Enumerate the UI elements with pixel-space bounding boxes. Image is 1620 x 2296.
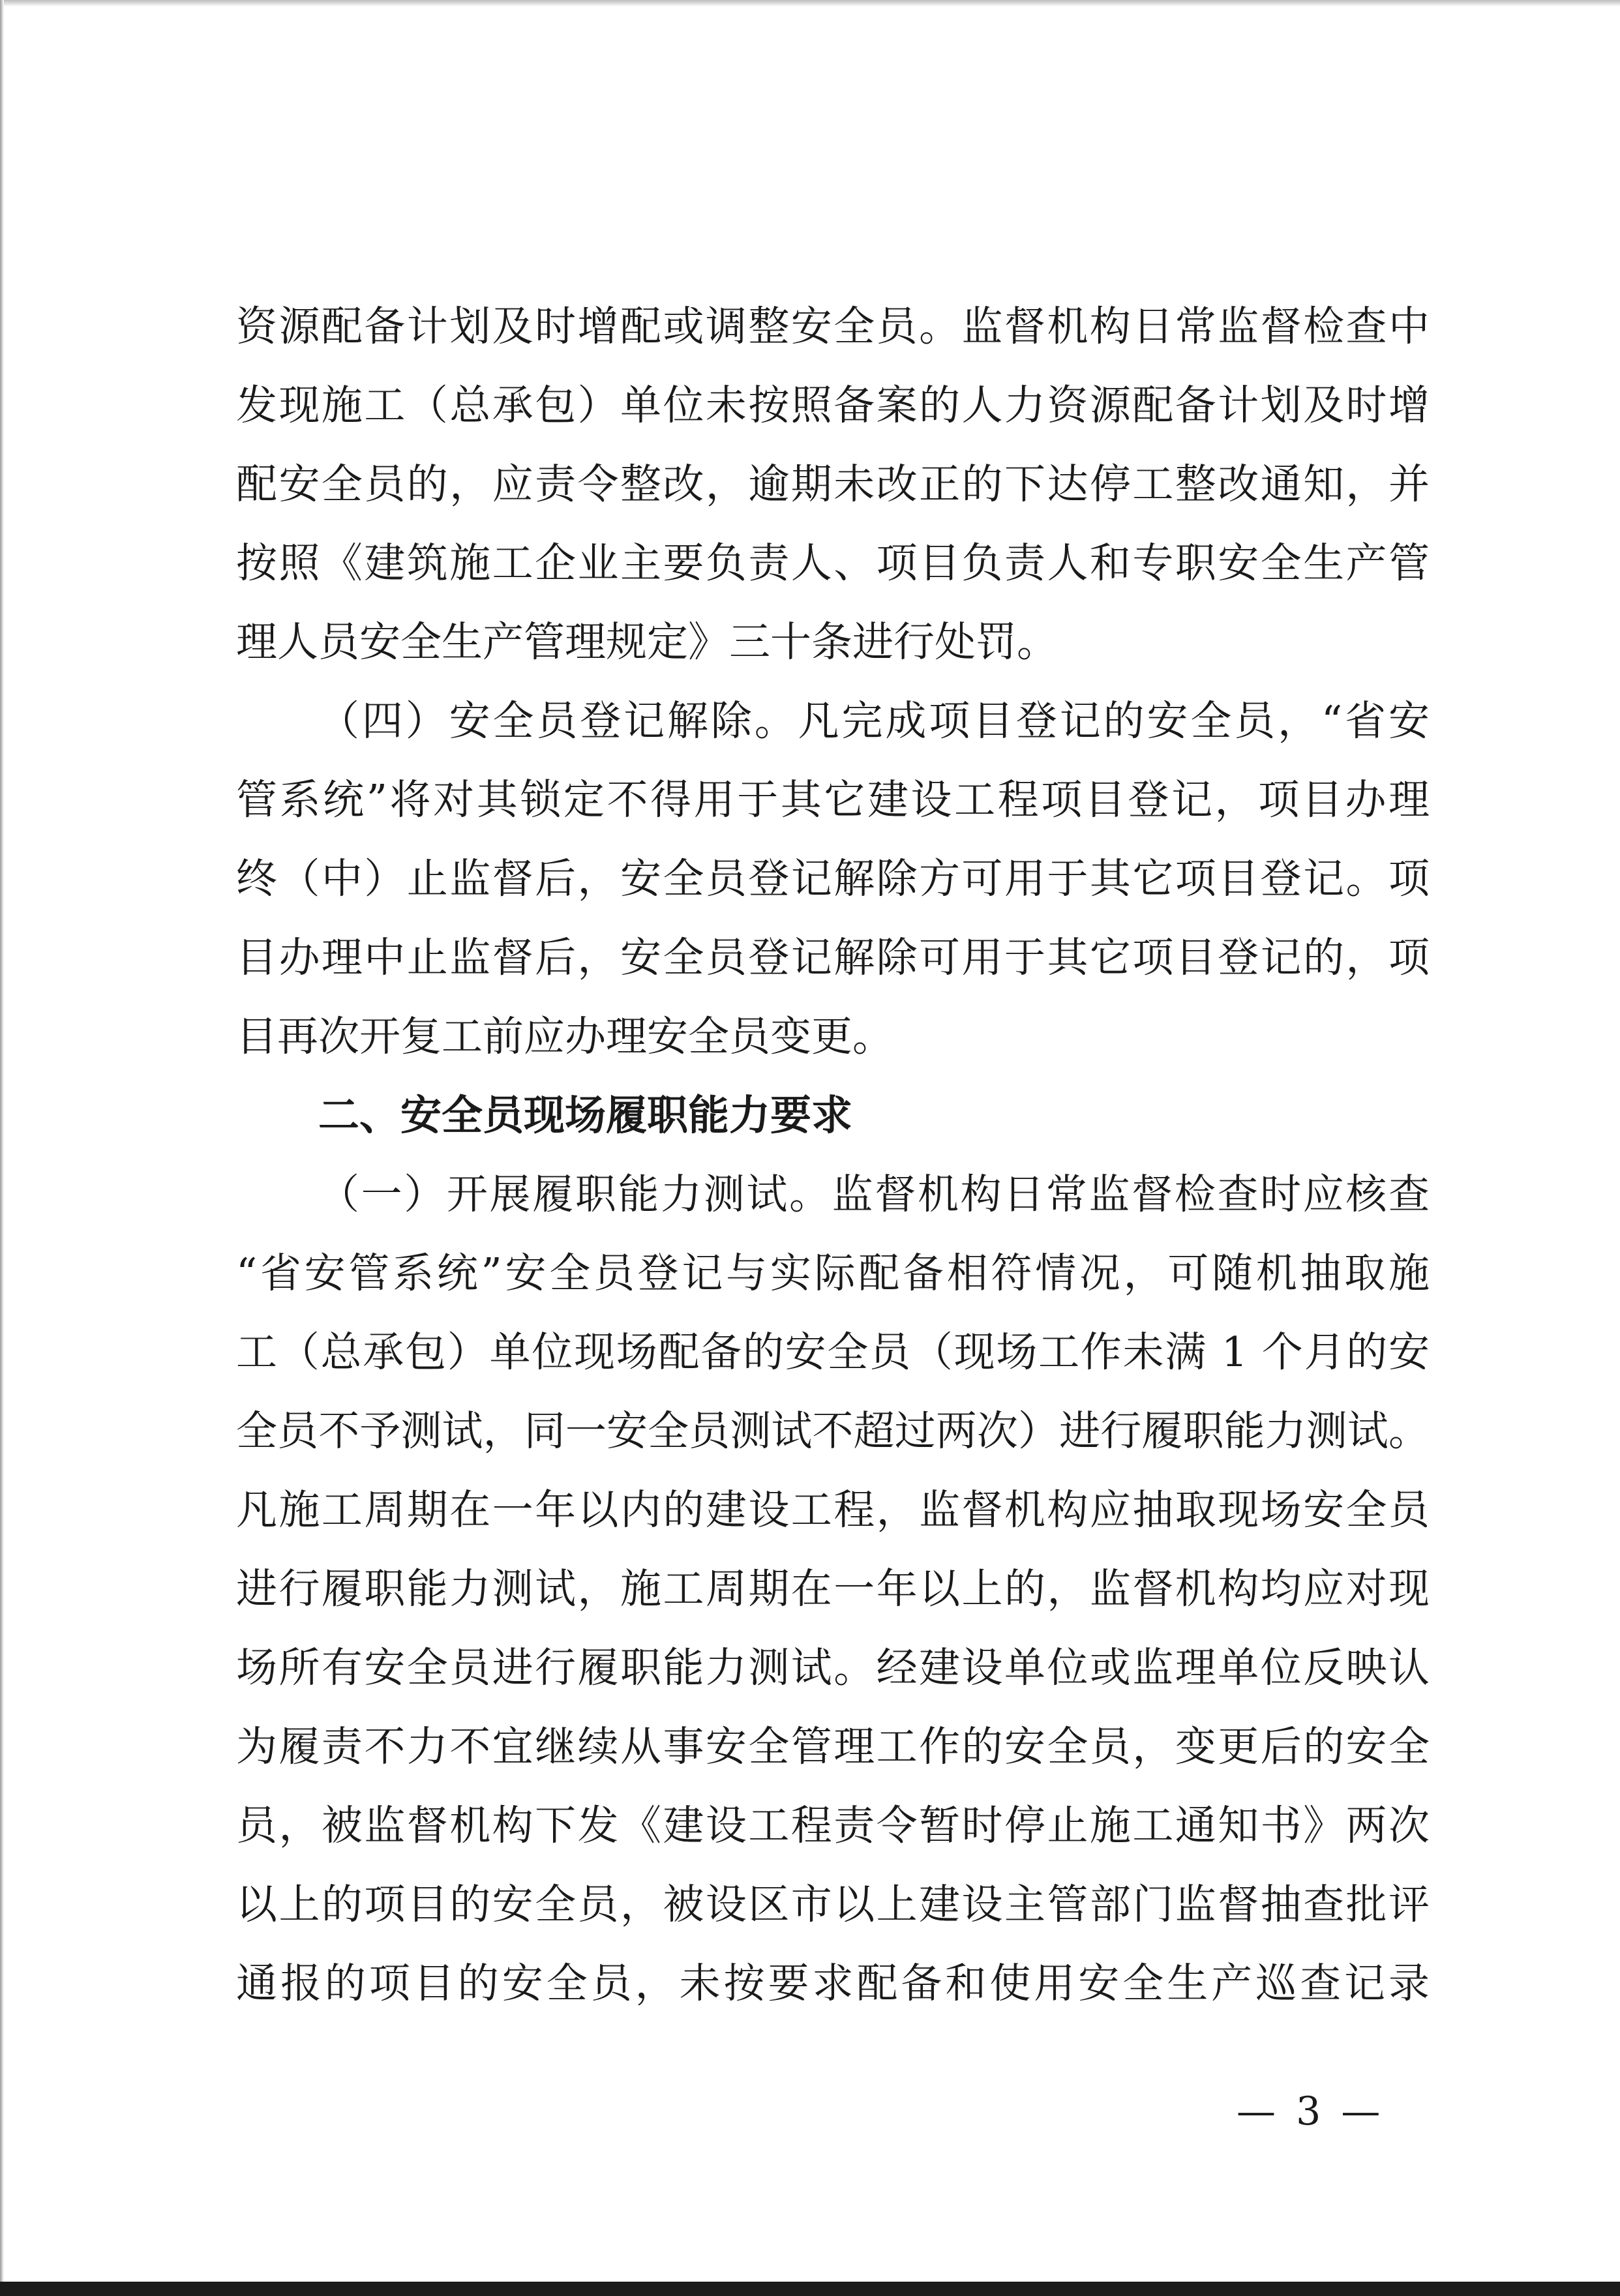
text-line: （四）安全员登记解除。凡完成项目登记的安全员，“省安 [318,697,1430,745]
paragraph-competency-test [236,1155,1430,2023]
paragraph-registration-release [236,681,1430,1076]
text-line: 为履责不力不宜继续从事安全管理工作的安全员，变更后的安全 [236,1723,1430,1770]
text-line: 进行履职能力测试，施工周期在一年以上的，监督机构均应对现 [236,1565,1430,1613]
text-line: “省安管系统”安全员登记与实际配备相符情况，可随机抽取施 [236,1249,1430,1297]
paragraph-resource-plan [236,287,1430,681]
text-line: 理人员安全生产管理规定》三十条进行处罚。 [236,618,1058,666]
text-line: 全员不予测试，同一安全员测试不超过两次）进行履职能力测试。 [236,1407,1430,1455]
text-line: 目办理中止监督后，安全员登记解除可用于其它项目登记的，项 [236,934,1430,981]
text-line: 资源配备计划及时增配或调整安全员。监督机构日常监督检查中 [236,303,1430,350]
text-line: （一）开展履职能力测试。监督机构日常监督检查时应核查 [318,1170,1430,1218]
text-line: 工（总承包）单位现场配备的安全员（现场工作未满 1 个月的安 [236,1328,1430,1376]
text-line: 配安全员的，应责令整改，逾期未改正的下达停工整改通知，并 [236,460,1430,508]
scan-edge-top [0,0,1620,7]
document-body [236,287,1430,2023]
text-line: 员，被监督机构下发《建设工程责令暂时停止施工通知书》两次 [236,1802,1430,1849]
section-heading-text: 二、安全员现场履职能力要求 [318,1092,852,1139]
text-line: 以上的项目的安全员，被设区市以上建设主管部门监督抽查批评 [236,1881,1430,1928]
text-line: 管系统”将对其锁定不得用于其它建设工程项目登记，项目办理 [236,776,1430,824]
section-heading [236,1076,1430,1155]
text-line: 发现施工（总承包）单位未按照备案的人力资源配备计划及时增 [236,381,1430,429]
text-line: 场所有安全员进行履职能力测试。经建设单位或监理单位反映认 [236,1644,1430,1692]
scan-edge-bottom [0,2282,1620,2296]
text-line: 目再次开复工前应办理安全员变更。 [236,1013,893,1060]
text-line: 通报的项目的安全员，未按要求配备和使用安全生产巡查记录 [236,1960,1430,2007]
page-number: — 3 — [1237,2089,1385,2134]
scan-edge-left [0,0,4,2296]
text-line: 按照《建筑施工企业主要负责人、项目负责人和专职安全生产管 [236,539,1430,587]
text-line: 终（中）止监督后，安全员登记解除方可用于其它项目登记。项 [236,855,1430,902]
text-line: 凡施工周期在一年以内的建设工程，监督机构应抽取现场安全员 [236,1486,1430,1534]
